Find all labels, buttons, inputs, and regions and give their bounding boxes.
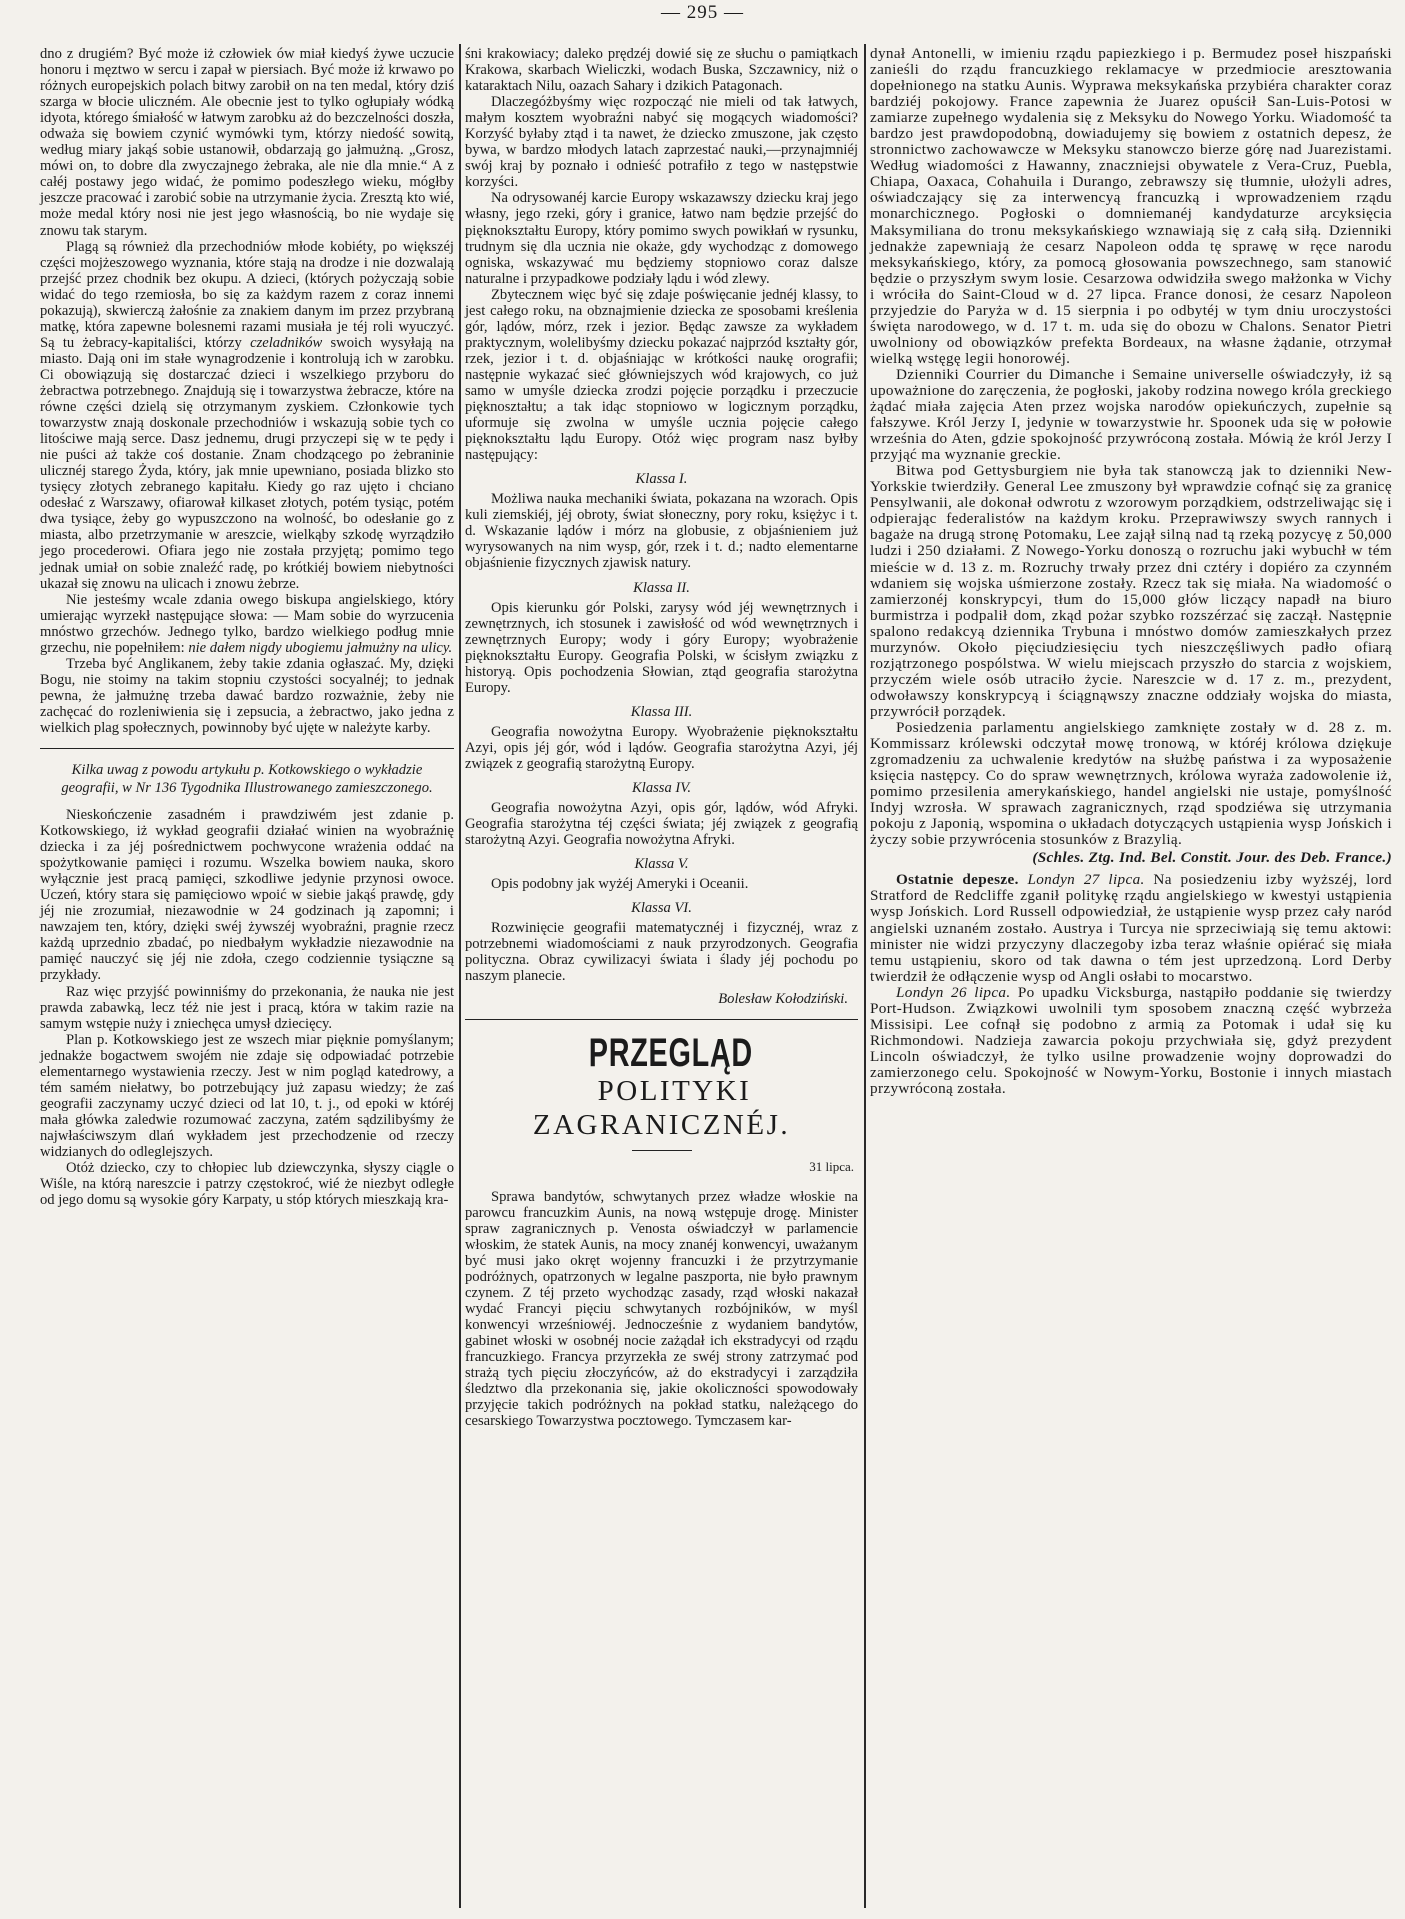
class-heading bbox=[465, 471, 858, 487]
text-run: Plan p. Kotkowskiego jest ze wszech miar pięknie pomyślanym; jednakże bogactwem swojém nie zdaje się odpowiadać potrzebie elementarnego wystawienia rzeczy. Jest w nim pogląd katedrowy, a tém samém niełatwy, bo potrzebujący już zapasu wiedzy; że zaś geografii zaczynamy uczyć dzieci od lat 10, t. j., od epoki w któréj mała główka zaledwie rozumować zaczyna, zatém sądzilibyśmy że najwłaściwszym dlań wykładem jest przechodzenie od rzeczy widzianych do odleglejszych. bbox=[40, 1031, 454, 1160]
paragraph bbox=[40, 592, 454, 656]
text-run: Otóż dziecko, czy to chłopiec lub dziewczynka, słyszy ciągle o Wiśle, na którą nareszcie i patrzy częstokroć, wié że niezbyt odległe od jego domu są wysokie góry Karpaty, u stóp których mieszkają kra- bbox=[40, 1160, 454, 1209]
column-1 bbox=[40, 46, 454, 1208]
class-heading bbox=[465, 900, 858, 916]
paragraph bbox=[870, 46, 1392, 367]
text-run: dynał Antonelli, w imieniu rządu papiezkiego i p. Bermudez poseł hiszpański zanieśli do rządu francuzkiego reklamacye w przedmiocie aresztowania dopełnionego na statku Aunis. Wyprawa meksykańska przybiéra charakter coraz bardziéj pokojowy. France zapewnia że Juarez opuścił San-Luis-Potosi w zamiarze zupełnego wydalenia się z Meksyku do Nowego Yorku. Wiadomość ta bardzo jest prawdopodobną, dowiadujemy się bowiem z ostatnich depesz, że stronnictwo zachowawcze w Meksyku stanowczo bierze górę nad Juarezistami. Według wiadomości z Hawanny, znaczniejsi obywatele z Vera-Cruz, Puebla, Chiapa, Oaxaca, Cohahuila i Durango, zebrawszy się tłumnie, ułożyli adres, oświadczający się za interwencyą francuzką i wprowadzeniem rządu monarchicznego. Pogłoski o domniemanéj kandydaturze arcyksięcia Maksymiliana do tronu meksykańskiego wznawiają się z całą siłą. Dzienniki jednakże zapewniają że cesarz Napoleon odda tę sprawę w ręce narodu meksykańskiego, który, za pomocą głosowania powszechnego, sam stanowić będzie o przyszłym swym losie. Cesarzowa odwidziła swego małżonka w Vichy i wróciła do Saint-Cloud w d. 27 lipca. France donosi, że cesarz Napoleon przyjedzie do Paryża w d. 15 sierpnia i po odbytéj w tym dniu uroczystości święta narodowego, w d. 17 t. m. uda się do obozu w Chalons. Senator Pietri uwolniony od obowiązków prefekta Bordeaux, na własne żądanie, otrzymał wielką wstęgę legii honorowéj. bbox=[870, 45, 1392, 367]
text-run: śni krakowiacy; daleko prędzéj dowié się ze słuchu o pamiątkach Krakowa, skarbach Wieliczki, wodach Buska, Szczawnicy, niż o kataraktach Nilu, oazach Sahary i dzikich Patagonach. bbox=[465, 46, 858, 95]
class-heading bbox=[465, 856, 858, 872]
page-number: — 295 — bbox=[661, 2, 744, 23]
text-run: Na posiedzeniu izby wyższéj, lord Stratford de Redcliffe zganił politykę rządu angielskiego w kwestyi ustąpienia wysp Jońskich. Lord Russell odpowiedział, że ustąpienie wysp przez cały naród angielski uznaném zostało. Austrya i Turcya nie sprzeciwiają się temu aktowi: minister nie widzi przyczyny dlaczegoby izba teraz właśnie opiérać się miała temu ustąpieniu, skoro od tak dawna o tém jest uprzedzoną. Lord Derby twierdził że odłączenie wysp od Angli osłabi to mocarstwo. bbox=[870, 871, 1392, 985]
paragraph bbox=[465, 600, 858, 696]
paragraph bbox=[870, 367, 1392, 463]
paragraph bbox=[40, 239, 454, 592]
text-run: Klassa I. bbox=[635, 471, 688, 488]
text-run: Dzienniki Courrier du Dimanche i Semaine universelle oświadczyły, iż są upoważnione do zaręczenia, że pogłoski, jakoby rodzina nowego króla greckiego żądać miała zajęcia Aten przez wojska narodów opiekuńczych, zupełnie są fałszywe. Król Jerzy I, jedynie w towarzystwie hr. Spoonek uda się w połowie września do Aten, gdzie spokojność przywróconą została. Mówią że król Jerzy I przyjąć ma wyznanie greckie. bbox=[870, 365, 1392, 464]
text-run: Opis kierunku gór Polski, zarysy wód jéj wewnętrznych i zewnętrznych, ich stosunek i zawisłość od wód wewnętrznych i zewnętrznych Europy; wody i góry Europy; wyobrażenie pięknokształtu Europy. Geografia Polski, w ścisłym związku z historyą. Opis pochodzenia Słowian, ztąd geografia starożytna Europy. bbox=[465, 599, 858, 696]
text-run: Klassa IV. bbox=[632, 780, 691, 797]
text-run: Zbytecznem więc być się zdaje poświęcanie jednéj klassy, to jest całego roku, na obznajmienie dziecka ze sposobami kreślenia gór, lądów, mórz, rzek i jezior. Będąc zawsze za wykładem praktycznym, wolelibyśmy dziecku pokazać najprzód kształty gór, rzek, jezior i t. d. objaśniając w krótkości naukę orografii; następnie wykazać sieć główniejszych wód krajowych, co już samo w umyśle dziecka zrodzi pojęcie porządku i przeczucie pięknoształtu; a tak idąc stopniowo w logicznym porządku, uformuje się zwolna w umyśle ucznia pojęcie całego pięknokształtu lądu Europy. Otóż więc program nasz byłby następujący: bbox=[465, 286, 858, 464]
text-run: Sprawa bandytów, schwytanych przez władze włoskie na parowcu francuzkim Aunis, na nową wstępuje drogę. Minister spraw zagranicznych p. Venosta oświadczył w parlamencie włoskim, że statek Aunis, na mocy znanéj konwencyi, uważanym być musi jako okręt wojenny francuzki i że przytrzymanie podróżnych, opatrzonych w legalne paszporta, nie było prawnym czynem. Z téj przeto wychodząc zasady, rząd włoski nakazał wydać Francyi pięciu schwytanych rozbójników, w myśl konwencyi wrześniowéj. Jednocześnie z wydaniem bandytów, gabinet włoski w osobnéj nocie zażądał ich ekstradycyi od rządu francuzkiego. Francya przyrzekła ze swéj strony zatrzymać pod strażą tych pięciu złoczyńców, aż do ekstradycyi i zarządziła śledztwo dla przekonania się, jakie okoliczności spowodowały przyjęcie takich podróżnych na pokład statku, należącego do cesarskiego Towarzystwa pocztowego. Tymczasem kar- bbox=[465, 1188, 858, 1430]
paragraph bbox=[465, 800, 858, 848]
text-run: 31 lipca. bbox=[809, 1158, 854, 1174]
text-run: Plagą są również dla przechodniów młode kobiéty, po większéj części mojżeszowego wyznania, które stają na drodze i nie dozwalają przejść przez chodnik bez okupu. A dzieci, (których pożyczają sobie widać do tego rzemiosła, bo się za każdym razem z coraz innemi pokazują), skwierczą żałośnie za znakiem danym im przez przybraną matkę, która zapewne bolesnemi razami musiała je téj roli wyuczyć. Są tu żebracy-kapitaliści, którzy bbox=[40, 238, 454, 351]
paragraph bbox=[465, 46, 858, 94]
column-2 bbox=[465, 46, 858, 1429]
section-rule bbox=[632, 1150, 692, 1151]
paragraph bbox=[40, 1032, 454, 1160]
paragraph bbox=[40, 984, 454, 1032]
text-run: Opis podobny jak wyżéj Ameryki i Oceanii. bbox=[491, 876, 749, 893]
text-run: Możliwa nauka mechaniki świata, pokazana na wzorach. Opis kuli ziemskiéj, jéj obroty, świat słoneczny, pory roku, księżyc i t. d. Wskazanie lądów i mórz na globusie, z objaśnieniem już wyrysowanych na nim wysp, gór, rzek i t. d.; nadto elementarne objaśnienie fizycznych zjawisk natury. bbox=[465, 491, 858, 572]
text-run: czeladników bbox=[250, 334, 323, 351]
text-run: Kilka uwag z powodu artykułu p. Kotkowskiego o wykładzie geografii, w Nr 136 Tygodnika Illustrowanego zamieszczonego. bbox=[61, 762, 433, 797]
text-run: (Schles. Ztg. Ind. Bel. Constit. Jour. des Deb. France.) bbox=[1032, 849, 1392, 867]
text-run: Klassa VI. bbox=[631, 900, 692, 917]
paragraph bbox=[465, 287, 858, 464]
text-run: Geografia nowożytna Azyi, opis gór, lądów, wód Afryki. Geografia starożytna téj części świata; jéj związek z geografią starożytną Azyi. Geografia nowożytna Afryki. bbox=[465, 800, 858, 849]
paragraph bbox=[40, 46, 454, 239]
paragraph bbox=[40, 807, 454, 984]
text-run: Dlaczegóżbyśmy więc rozpocząć nie mieli od tak łatwych, małym kosztem wyobraźni nabyć się mogących wiadomości? Korzyść byłaby ztąd i ta nawet, że dziecko zmuszone, jak często bywa, w bardzo młodych latach zaprzestać nauki,—przynajmniéj swój kraj by poznało i odnieść potrafiło z tego w następstwie korzyści. bbox=[465, 94, 858, 191]
class-heading bbox=[465, 704, 858, 720]
text-run: Po upadku Vicksburga, nastąpiło poddanie się twierdzy Port-Hudson. Związkowi uwolnili tym sposobem znaczną część wybrzeża Missisipi. Lee cofnął się podobno z armią za Potomak i udał się ku Richmondowi. Nadzieja zawarcia pokoju przychwiała się, gdyż prezydent Lincoln oświadczył, że tylko usilne prowadzenie wojny doprowadzi do zamierzonego celu. Spokojność w Nowym-Yorku, Bostonie i innych miastach przywróconą została. bbox=[870, 983, 1392, 1097]
text-run: Rozwinięcie geografii matematycznéj i fizycznéj, wraz z potrzebnemi wiadomościami z nauk przyrodzonych. Geografia polityczna. Obraz cywilizacyi świata i ślady jéj pochodu po naszym planecie. bbox=[465, 920, 858, 985]
text-run: PRZEGLĄD bbox=[588, 1030, 753, 1075]
paragraph bbox=[870, 720, 1392, 848]
text-run: Posiedzenia parlamentu angielskiego zamknięte zostały w d. 28 z. m. Kommissarz królewski odczytał mowę tronową, w któréj królowa dziękuje zgromadzeniu za uchwalenie kredytów na służbę państwa i za wyposażenie księcia następcy. Co do spraw wewnętrznych, królowa wyraża zadowolenie iż, pomimo przesilenia amerykańskiego, handel angielski nie ustaje, pomyślność Indyj wzrosła. W sprawach zagranicznych, rząd spodziéwa się utrzymania pokoju z Japonią, wspomina o układach dotyczących ustąpienia wysp Jońskich i życzy sobie przywrócenia stosunków z Brazylią. bbox=[870, 718, 1392, 849]
text-run: POLITYKI ZAGRANICZNÉJ. bbox=[532, 1074, 791, 1141]
paragraph bbox=[465, 94, 858, 190]
text-run: Bolesław Kołodziński. bbox=[718, 990, 848, 1007]
text-run: Na odrysowanéj karcie Europy wskazawszy dziecku kraj jego własny, jego rzeki, góry i granice, łatwo nam będzie przejść do pięknokształtu Europy, który pomimo swych powikłań w rysunku, trudnym się dla ucznia nie okaże, gdy wychodząc z domowego ogniska, wskazywać mu będziemy stopniowo coraz dalsze naturalne i przypadkowe podziały lądu i wód zlewy. bbox=[465, 190, 858, 287]
column-3 bbox=[870, 46, 1392, 1097]
paragraph bbox=[465, 190, 858, 286]
paragraph bbox=[465, 491, 858, 571]
text-run: Klassa V. bbox=[634, 856, 689, 873]
class-heading bbox=[465, 580, 858, 596]
dateline bbox=[465, 1159, 854, 1175]
paragraph bbox=[465, 1189, 858, 1430]
text-run: Klassa III. bbox=[630, 703, 693, 720]
text-run: Trzeba być Anglikanem, żeby takie zdania ogłaszać. My, dzięki Bogu, nie stoimy na takim stopniu czystości socyalnéj; to jednak pewna, że jałmużnę trzeba dawać bardzo rozważnie, żeby nie zachęcać do rozleniwienia się i zepsucia, a żebractwo, jako jedna z wielkich plag społecznych, powinnoby być ujęte w należyte karby. bbox=[40, 655, 454, 736]
paragraph bbox=[465, 920, 858, 984]
paragraph bbox=[40, 1160, 454, 1208]
text-run: Klassa II. bbox=[633, 579, 690, 596]
text-run: Ostatnie depesze. bbox=[896, 871, 1028, 889]
text-run: swoich wysyłają na miasto. Dają oni im stałe wynagrodzenie i kontrolują ich w zarobku. Ci obowiązują się dostarczać dzieci i wszelkiego przyboru do żebractwa potrzebnego. Znajdują się i towarzystwa żebracze, które na równe części dzielą się otrzymanym zyskiem. Członkowie tych towarzystw znają doskonale przechodniów i wskazują sobie tych co litościwe mają serce. Dasz jednemu, drugi przyczepi się w te pędy i nie puści aż także coś dostanie. Znam chodzącego po żebraninie ulicznéj starego Żyda, który, jak mnie upewniano, posiada blizko sto tysięcy złotych zebranego kapitału. Kiedy go raz ujęto i chciano odesłać z Warszawy, ofiarował kilkaset złotych, potém tysiąc, potém dwa tysiące, żeby go wypuszczono na wolność, bo odesłanie go z miasta, albo przetrzymanie w areszcie, wielkąby szkodę wyrządziło jego procederowi. Ofiara jego nie została przyjętą; pomimo tego jednak umiał on sobie znaleźć radę, po krótkiéj bowiem niebytności ukazał się znowu na ulicach i znowu żebrze. bbox=[40, 334, 454, 592]
paragraph bbox=[465, 876, 858, 892]
text-run: Geografia nowożytna Europy. Wyobrażenie pięknokształtu Azyi, opis jéj gór, wód i lądów. Geografia starożytna Azyi, jéj związek z geografią starożytną Europy. bbox=[465, 723, 858, 772]
text-run: Londyn 27 lipca. bbox=[1027, 871, 1145, 889]
paragraph bbox=[40, 656, 454, 736]
text-run: nie dałem nigdy ubogiemu jałmużny na ulicy. bbox=[188, 639, 453, 656]
section-rule bbox=[40, 748, 454, 749]
section-title bbox=[520, 1032, 803, 1074]
paragraph bbox=[870, 872, 1392, 984]
text-run: Raz więc przyjść powinniśmy do przekonania, że nauka nie jest prawda zabawką, lecz téż nie jest i pracą, która w takim razie na samym wstępie nuży i zniechęca umysł dziecięcy. bbox=[40, 983, 454, 1032]
author-signature bbox=[465, 991, 848, 1007]
text-run: Londyn 26 lipca. bbox=[896, 983, 1011, 1001]
section-title bbox=[465, 1074, 858, 1142]
text-run: Nie jesteśmy wcale zdania owego biskupa angielskiego, który umierając wyrzekł następujące słowa: — Mam sobie do wyrzucenia mnóstwo grzechów. Jednego tylko, bardzo wielkiego podług mnie grzechu, nie popełniłem: bbox=[40, 591, 454, 656]
text-run: dno z drugiém? Być może iż człowiek ów miał kiedyś żywe uczucie honoru i męztwo w sercu i zapał w piersiach. Być może iż krwawo po różnych europejskich polach bitwy zarobił on na ten medal, który dziś szarga w błocie uliczném. Ale obecnie jest to tylko ogłupiały wódką idyota, którego śmiałość w łatwym zarobku aż do bezczelności doszła, odważa się bowiem czynić wymówki tym, którzy niedość sowitą, według miary jakąś sobie ustanowił, obdarzają go jałmużną. „Grosz, mówi on, to dobre dla zwyczajnego żebraka, ale nie dla mnie.“ A z całéj postawy jego widać, że pomimo podeszłego wieku, mógłby jeszcze pracować i zarobić sobie na utrzymanie życia. Zresztą kto wié, może medal który nosi nie jest jego własnością, bo nie wydaje się znowu tak starym. bbox=[40, 46, 454, 239]
paragraph bbox=[870, 985, 1392, 1097]
text-run: Bitwa pod Gettysburgiem nie była tak stanowczą jak to dzienniki New-Yorkskie twierdziły. General Lee zmuszony był wprawdzie cofnąć się za granicę Pensylwanii, ale dokonał odwrotu z wzorowym porządkiem, odstrzeliwając się i odpierając federalistów na każdym kroku. Przeprawiwszy swych rannych i bagaże na drugą stronę Potomaku, Lee zajął silną nad tą rzeką pozycyę z 50,000 ludzi i 250 działami. Z Nowego-Yorku donoszą o rozruchu jaki wybuchł w tém mieście w d. 13 z. m. Rozruchy trwały przez dni cztéry i dopiéro za czynném wdaniem się wojska uśmierzone zostały. Rzecz tak się miała. Na wiadomość o zamierzonéj konskrypcyi, tłum do 15,000 głów liczący napadł na biuro burmistrza i podpalił dom, zkąd pożar szybko rozszérzać się zaczął. Następnie spalono redakcyą dziennika Trybuna i mnóstwo domów zamieszkałych przez murzynów. Około pięciudziesięciu tych nieszczęśliwych padło ofiarą rozjątrzonego pospólstwa. W wielu miejscach przyszło do starcia z wojskiem, przyczém wiele osób utraciło życie. Nareszcie w d. 17 z. m., prezydent, odwoławszy konskrypcyą i ściągnąwszy znaczne oddziały wojska do miasta, przywrócił porządek. bbox=[870, 462, 1392, 720]
source-citation bbox=[870, 850, 1392, 866]
class-heading bbox=[465, 780, 858, 796]
column-divider bbox=[459, 44, 461, 1908]
paragraph bbox=[870, 463, 1392, 720]
column-divider bbox=[864, 44, 866, 1908]
section-rule bbox=[465, 1019, 858, 1020]
paragraph bbox=[465, 724, 858, 772]
article-title bbox=[40, 761, 454, 797]
text-run: Nieskończenie zasadném i prawdziwém jest zdanie p. Kotkowskiego, iż wykład geografii działać winien na wyobraźnię dziecka i za jéj pośrednictwem pochwycone wrażenia oddać na spożytkowanie pamięci i rozumu. Wszelka bowiem nauka, skoro wyłącznie jest pracą pamięci, szkodliwe jedynie przynosi owoce. Uczeń, który stara się pamięciowo wpoić w siebie jakąś prawdę, gdy jéj nie zrozumiał, niezawodnie w 24 godzinach ją zapomni; i nawzajem ten, który, dzięki swéj żywszéj wyobraźni, pragnie rzecz każdą uprzednio zbadać, po niedbałym wykładzie niezawodnie na pamięć nauczyć się jéj nie zdoła, czego codziennie tysiączne są przykłady. bbox=[40, 807, 454, 984]
